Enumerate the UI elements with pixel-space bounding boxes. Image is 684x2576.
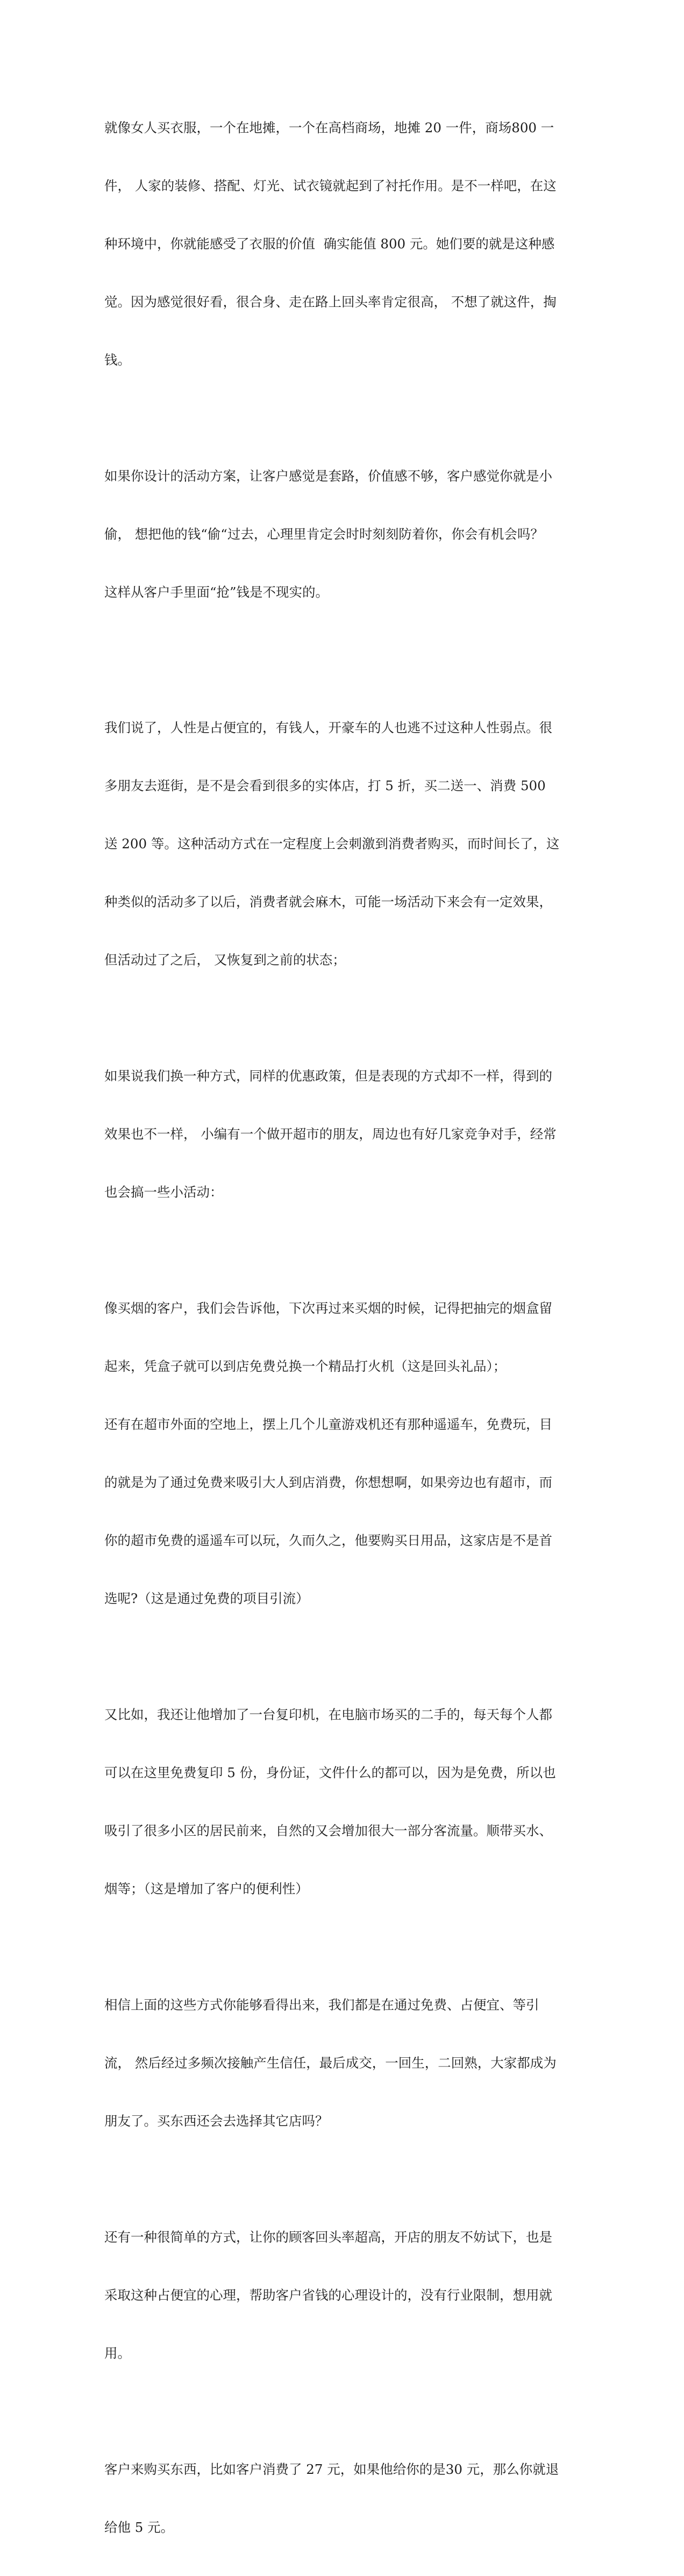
text-line: 送 200 等。这种活动方式在一定程度上会刺激到消费者购买，而时间长了，这 xyxy=(104,836,560,851)
paragraph-different-approach xyxy=(104,1028,584,1241)
text-line: 还有在超市外面的空地上，摆上几个儿童游戏机还有那种遥遥车，免费玩，目 xyxy=(104,1416,552,1432)
paragraph-free-traffic xyxy=(104,1957,584,2170)
text-line: 采取这种占便宜的心理，帮助客户省钱的心理设计的，没有行业限制，想用就 xyxy=(104,2287,552,2303)
paragraph-human-nature xyxy=(104,679,584,1008)
text-line: 多朋友去逛街，是不是会看到很多的实体店，打 5 折，买二送一、消费 500 xyxy=(104,778,546,793)
text-line: 起来，凭盒子就可以到店免费兑换一个精品打火机（这是回头礼品）； xyxy=(104,1358,507,1374)
paragraph-gap xyxy=(104,2402,584,2421)
paragraph-gap xyxy=(104,2170,584,2189)
text-line: 钱。 xyxy=(104,352,131,368)
text-line: 烟等；（这是增加了客户的便利性） xyxy=(104,1881,309,1897)
text-line: 像买烟的客户，我们会告诉他，下次再过来买烟的时候，记得把抽完的烟盒留 xyxy=(104,1300,552,1316)
paragraph-gap xyxy=(104,1647,584,1666)
text-line: 还有一种很简单的方式，让你的顾客回头率超高，开店的朋友不妨试下，也是 xyxy=(104,2229,552,2245)
paragraph-value-perception xyxy=(104,428,584,641)
text-line: 效果也不一样， 小编有一个做开超市的朋友，周边也有好几家竞争对手，经常 xyxy=(104,1126,557,1142)
paragraph-simple-method xyxy=(104,2189,584,2402)
text-line: 选呢?（这是通过免费的项目引流） xyxy=(104,1591,309,1606)
text-line: 如果你设计的活动方案，让客户感觉是套路，价值感不够，客户感觉你就是小 xyxy=(104,468,552,484)
paragraph-gap xyxy=(104,1008,584,1028)
paragraph-copier-example xyxy=(104,1666,584,1937)
text-line: 种类似的活动多了以后，消费者就会麻木，可能一场活动下来会有一定效果， xyxy=(104,894,552,910)
text-line: 这样从客户手里面“抢”钱是不现实的。 xyxy=(104,584,329,600)
text-line: 你的超市免费的遥遥车可以玩，久而久之，他要购买日用品，这家店是不是首 xyxy=(104,1533,552,1548)
text-line: 又比如，我还让他增加了一台复印机，在电脑市场买的二手的，每天每个人都 xyxy=(104,1707,552,1722)
paragraph-cigarette-example xyxy=(104,1260,584,1647)
text-line: 的就是为了通过免费来吸引大人到店消费，你想想啊，如果旁边也有超市，而 xyxy=(104,1475,552,1490)
paragraph-clothes-analogy xyxy=(104,80,584,409)
text-line: 就像女人买衣服，一个在地摊，一个在高档商场，地摊 20 一件，商场800 一 xyxy=(104,120,554,135)
paragraph-gap xyxy=(104,409,584,428)
text-line: 给他 5 元。 xyxy=(104,2520,174,2535)
text-line: 我们说了，人性是占便宜的，有钱人，开豪车的人也逃不过这种人性弱点。很 xyxy=(104,720,552,735)
text-line: 也会搞一些小活动： xyxy=(104,1184,223,1200)
text-line: 可以在这里免费复印 5 份，身份证，文件什么的都可以，因为是免费，所以也 xyxy=(104,1765,556,1780)
text-line: 如果说我们换一种方式，同样的优惠政策，但是表现的方式却不一样，得到的 xyxy=(104,1068,552,1084)
paragraph-gap xyxy=(104,1937,584,1957)
text-line: 偷， 想把他的钱“偷“过去，心理里肯定会时时刻刻防着你，你会有机会吗？ xyxy=(104,526,544,542)
text-line: 但活动过了之后， 又恢复到之前的状态； xyxy=(104,952,346,968)
text-line: 吸引了很多小区的居民前来，自然的又会增加很大一部分客流量。顺带买水、 xyxy=(104,1823,552,1838)
text-line: 用。 xyxy=(104,2345,131,2361)
text-line: 客户来购买东西，比如客户消费了 27 元，如果他给你的是30 元，那么你就退 xyxy=(104,2461,559,2477)
text-line: 朋友了。买东西还会去选择其它店吗？ xyxy=(104,2113,329,2129)
paragraph-gap xyxy=(104,641,584,679)
text-line: 觉。因为感觉很好看，很合身、走在路上回头率肯定很高， 不想了就这件，掏 xyxy=(104,294,557,310)
text-line: 相信上面的这些方式你能够看得出来，我们都是在通过免费、占便宜、等引 xyxy=(104,1997,539,2013)
paragraph-change-example xyxy=(104,2421,584,2576)
paragraph-gap xyxy=(104,1241,584,1260)
text-line: 种环境中，你就能感受了衣服的价值 确实能值 800 元。她们要的就是这种感 xyxy=(104,236,555,252)
text-line: 流， 然后经过多频次接触产生信任，最后成交，一回生，二回熟，大家都成为 xyxy=(104,2055,557,2071)
document-body xyxy=(104,80,584,2576)
text-line: 件， 人家的装修、搭配、灯光、试衣镜就起到了衬托作用。是不一样吧，在这 xyxy=(104,178,557,194)
